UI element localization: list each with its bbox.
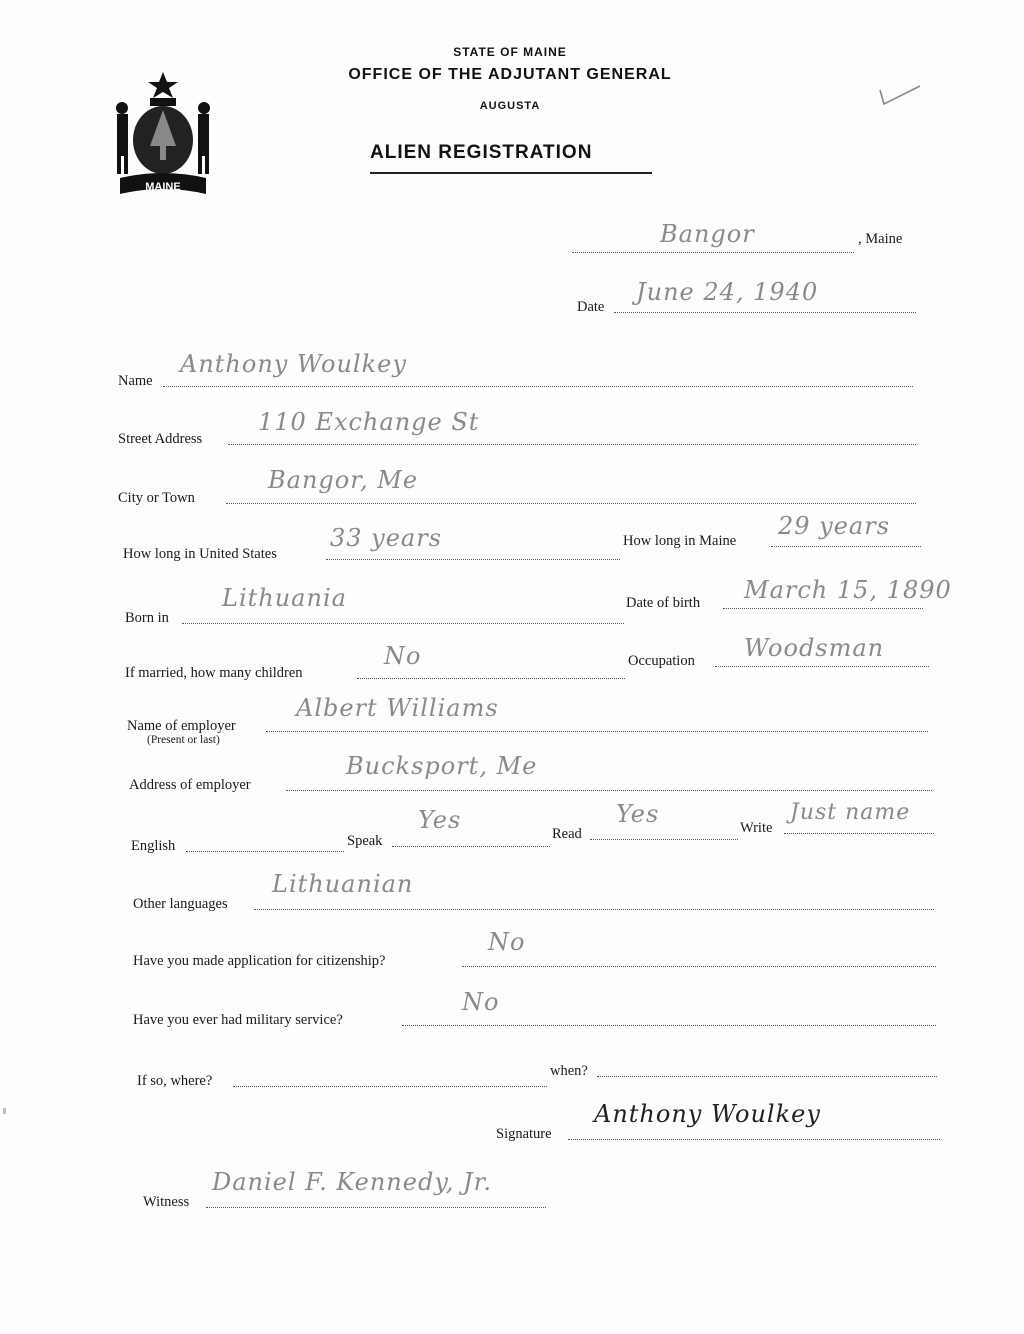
date-of-birth-line xyxy=(723,608,923,609)
how-long-maine-value: 29 years xyxy=(778,512,891,540)
city-heading: AUGUSTA xyxy=(479,100,541,112)
employer-label: Name of employer xyxy=(127,718,236,734)
state-heading: STATE OF MAINE xyxy=(453,45,567,59)
employer-value: Albert Williams xyxy=(296,694,499,722)
how-long-us-value: 33 years xyxy=(330,524,443,552)
witness-label: Witness xyxy=(143,1194,190,1210)
read-label: Read xyxy=(552,826,582,842)
office-heading: OFFICE OF THE ADJUTANT GENERAL xyxy=(348,66,672,83)
write-label: Write xyxy=(740,820,773,836)
born-in-line xyxy=(182,623,624,624)
citizenship-line xyxy=(462,966,936,967)
name-value: Anthony Woulkey xyxy=(180,350,407,378)
military-value: No xyxy=(462,988,500,1016)
other-languages-value: Lithuanian xyxy=(272,870,414,898)
date-of-birth-value: March 15, 1890 xyxy=(744,576,952,604)
date-line xyxy=(614,312,916,313)
children-line xyxy=(357,678,625,679)
date-of-birth-label: Date of birth xyxy=(626,595,701,611)
name-line xyxy=(163,386,913,387)
signature-label: Signature xyxy=(496,1126,552,1142)
maine-state-seal-icon xyxy=(108,68,218,198)
write-line xyxy=(784,833,934,834)
military-label: Have you ever had military service? xyxy=(133,1012,343,1028)
employer-address-value: Bucksport, Me xyxy=(346,752,538,780)
employer-address-line xyxy=(286,790,932,791)
city-or-town-line xyxy=(226,503,916,504)
read-line xyxy=(590,839,738,840)
other-languages-label: Other languages xyxy=(133,896,228,912)
read-value: Yes xyxy=(616,800,660,828)
city-or-town-label: City or Town xyxy=(118,490,195,506)
where-label: If so, where? xyxy=(137,1073,213,1089)
occupation-value: Woodsman xyxy=(744,634,885,662)
street-address-value: 110 Exchange St xyxy=(258,408,480,436)
write-value: Just name xyxy=(790,800,911,825)
street-address-label: Street Address xyxy=(118,431,203,447)
children-label: If married, how many children xyxy=(125,665,303,681)
city-or-town-value: Bangor, Me xyxy=(268,466,419,494)
speak-line xyxy=(392,846,550,847)
born-in-value: Lithuania xyxy=(222,584,347,612)
signature-value: Anthony Woulkey xyxy=(594,1100,821,1128)
city-header-line xyxy=(572,252,854,253)
employer-note: (Present or last) xyxy=(147,734,220,746)
when-line xyxy=(597,1076,937,1077)
title-underline xyxy=(370,172,652,174)
occupation-line xyxy=(715,666,929,667)
signature-line xyxy=(568,1139,940,1140)
where-line xyxy=(233,1086,547,1087)
english-line xyxy=(186,851,344,852)
occupation-label: Occupation xyxy=(628,653,695,669)
checkmark-icon xyxy=(876,82,924,108)
svg-text:MAINE: MAINE xyxy=(145,181,181,193)
street-address-line xyxy=(228,444,916,445)
citizenship-value: No xyxy=(488,928,526,956)
military-line xyxy=(402,1025,936,1026)
form-title: ALIEN REGISTRATION xyxy=(370,142,593,163)
witness-value: Daniel F. Kennedy, Jr. xyxy=(212,1168,493,1196)
employer-line xyxy=(266,731,928,732)
citizenship-label: Have you made application for citizenship? xyxy=(133,953,386,969)
how-long-maine-line xyxy=(771,546,921,547)
other-languages-line xyxy=(254,909,934,910)
date-label: Date xyxy=(577,299,605,315)
speak-value: Yes xyxy=(418,806,462,834)
witness-line xyxy=(206,1207,546,1208)
maine-label: , Maine xyxy=(858,231,903,247)
born-in-label: Born in xyxy=(125,610,169,626)
date-value: June 24, 1940 xyxy=(636,278,819,306)
how-long-us-line xyxy=(326,559,620,560)
employer-address-label: Address of employer xyxy=(129,777,251,793)
when-label: when? xyxy=(550,1063,588,1079)
name-label: Name xyxy=(118,373,153,389)
how-long-us-label: How long in United States xyxy=(123,546,277,562)
children-value: No xyxy=(384,642,422,670)
paper-speck xyxy=(3,1108,6,1114)
city-header-value: Bangor xyxy=(660,220,755,248)
speak-label: Speak xyxy=(347,833,383,849)
english-label: English xyxy=(131,838,176,854)
how-long-maine-label: How long in Maine xyxy=(623,533,737,549)
